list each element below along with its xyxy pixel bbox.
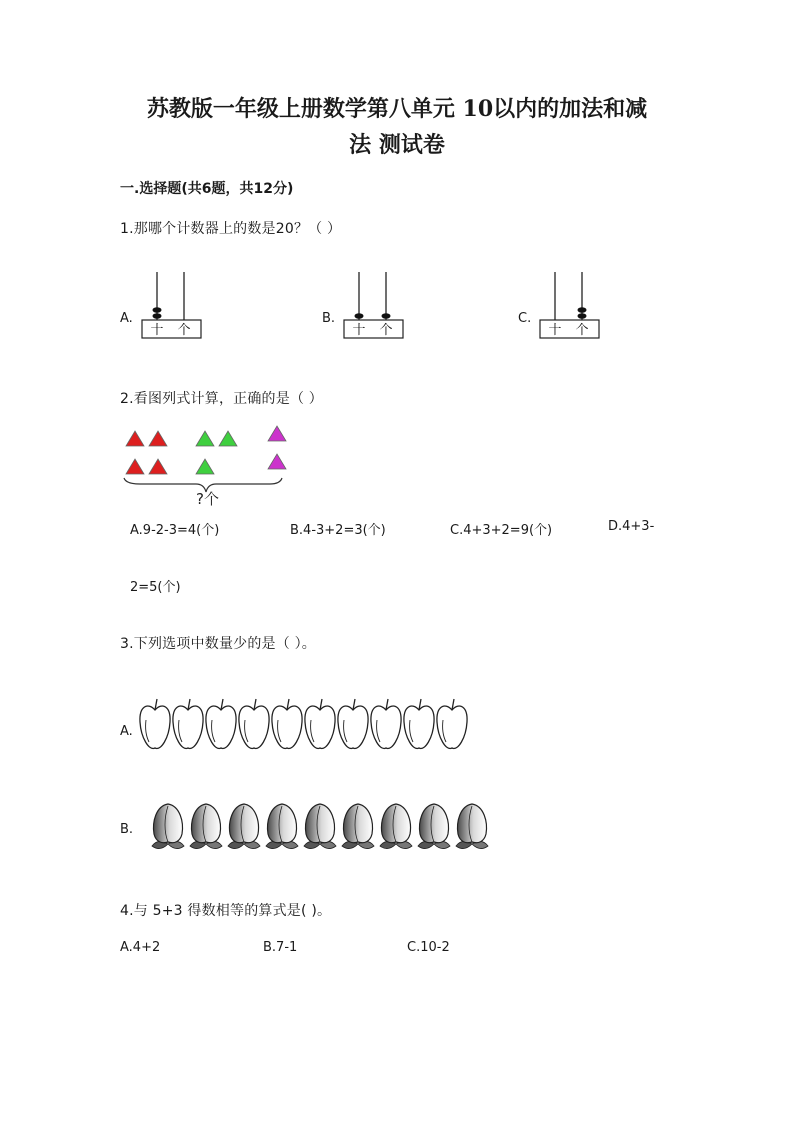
q4-option-c[interactable]: C.10-2 <box>407 940 450 955</box>
apple-icon <box>206 699 236 748</box>
counter-place-label: 十 <box>548 323 562 338</box>
apple-icon <box>272 699 302 748</box>
abacus-counter-a <box>138 270 208 342</box>
q4-option-a[interactable]: A.4+2 <box>120 940 161 955</box>
question-4-text: 4.与 5+3 得数相等的算式是( )。 <box>120 903 332 919</box>
counter-place-label: 个 <box>575 323 589 338</box>
peach-icon <box>456 804 488 849</box>
q2-option-b[interactable]: B.4-3+2=3(个) <box>290 523 386 538</box>
triangle-shape <box>219 431 237 446</box>
triangle-shape <box>149 431 167 446</box>
counter-place-label: 十 <box>352 323 366 338</box>
peach-icon <box>342 804 374 849</box>
abacus-counter-b <box>340 270 410 342</box>
apple-icon <box>371 699 401 748</box>
apple-icon <box>437 699 467 748</box>
triangle-shape <box>126 459 144 474</box>
counter-place-label: 个 <box>177 323 191 338</box>
triangle-shape <box>126 431 144 446</box>
q2-option-a[interactable]: A.9-2-3=4(个) <box>130 523 220 538</box>
page-title-line1: 苏教版一年级上册数学第八单元 10以内的加法和减 <box>146 96 648 122</box>
q1-option-b-label[interactable]: B. <box>322 311 336 326</box>
apple-icon <box>305 699 335 748</box>
question-1-text: 1.那哪个计数器上的数是20？（ ） <box>120 221 342 237</box>
peach-icon <box>418 804 450 849</box>
peach-icon <box>266 804 298 849</box>
counter-bead <box>382 313 391 319</box>
q3-option-a-label[interactable]: A. <box>120 724 133 739</box>
question-2-text: 2.看图列式计算，正确的是（ ） <box>120 391 324 407</box>
apples-row-figure <box>138 696 478 754</box>
abacus-counter-c <box>536 270 606 342</box>
q4-option-b[interactable]: B.7-1 <box>263 940 298 955</box>
counter-bead <box>578 307 587 313</box>
triangle-shape <box>268 426 286 441</box>
apple-icon <box>140 699 170 748</box>
triangle-groups-figure <box>120 422 295 517</box>
peaches-row-figure <box>148 798 508 856</box>
q3-option-b-label[interactable]: B. <box>120 822 134 837</box>
counter-bead <box>578 313 587 319</box>
q2-option-c[interactable]: C.4+3+2=9(个) <box>450 523 553 538</box>
counter-bead <box>153 313 162 319</box>
counter-place-label: 个 <box>379 323 393 338</box>
peach-icon <box>228 804 260 849</box>
apple-icon <box>239 699 269 748</box>
section-header: 一.选择题(共6题，共12分) <box>120 181 294 197</box>
apple-icon <box>338 699 368 748</box>
peach-icon <box>380 804 412 849</box>
page-title-line2: 法 测试卷 <box>349 132 445 158</box>
peach-icon <box>304 804 336 849</box>
q2-option-d[interactable]: D.4+3- <box>608 519 655 534</box>
q2-option-d-continued: 2=5(个) <box>130 580 181 595</box>
apple-icon <box>173 699 203 748</box>
triangle-shape <box>149 459 167 474</box>
question-3-text: 3.下列选项中数量少的是（ ）。 <box>120 636 317 652</box>
q1-option-a-label[interactable]: A. <box>120 311 133 326</box>
counter-place-label: 十 <box>150 323 164 338</box>
apple-icon <box>404 699 434 748</box>
triangle-shape <box>268 454 286 469</box>
q1-option-c-label[interactable]: C. <box>518 311 532 326</box>
brace-label: ?个 <box>196 490 219 508</box>
triangle-shape <box>196 459 214 474</box>
counter-bead <box>355 313 364 319</box>
triangle-shape <box>196 431 214 446</box>
peach-icon <box>152 804 184 849</box>
counter-bead <box>153 307 162 313</box>
peach-icon <box>190 804 222 849</box>
